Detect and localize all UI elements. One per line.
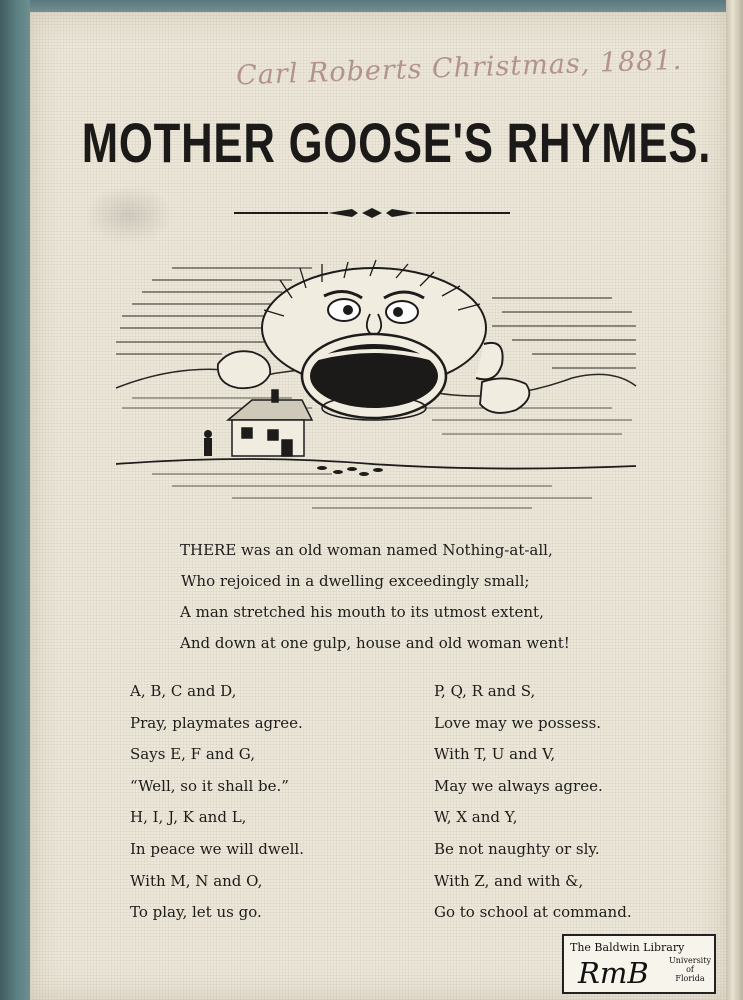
poem-line: And down at one gulp, house and old woman went!	[180, 634, 570, 652]
title-ornament	[232, 205, 512, 221]
rhyme-line: To play, let us go.	[130, 903, 262, 922]
rhyme-line: Love may we possess.	[434, 713, 602, 732]
alphabet-rhyme-right-column	[434, 681, 632, 934]
alphabet-rhyme-left-column	[130, 681, 304, 934]
rhyme-line: Pray, playmates agree.	[130, 713, 303, 732]
poem-line: Who rejoiced in a dwelling exceedingly small;	[181, 572, 530, 590]
pencil-smudge	[84, 185, 174, 245]
rhyme-line: With M, N and O,	[130, 871, 263, 890]
stamp-university-line: of	[686, 965, 694, 974]
rhyme-line: With T, U and V,	[434, 745, 556, 764]
stamp-university	[664, 956, 716, 983]
stamp-monogram: RmB	[578, 956, 649, 990]
poem-line: A man stretched his mouth to its utmost extent,	[180, 603, 544, 621]
rhyme-line: “Well, so it shall be.”	[130, 776, 289, 795]
book-title: MOTHER GOOSE'S RHYMES.	[81, 111, 712, 174]
book-spine	[0, 0, 30, 1000]
rhyme-line: In peace we will dwell.	[130, 839, 304, 858]
handwritten-inscription: Carl Roberts Christmas, 1881.	[235, 44, 683, 92]
rhyme-line: May we always agree.	[434, 776, 603, 795]
rhyme-line: Says E, F and G,	[130, 745, 256, 764]
rhyme-line: W, X and Y,	[434, 808, 518, 827]
stamp-university-line: University	[669, 956, 711, 965]
nothing-at-all-rhyme	[180, 540, 660, 664]
baldwin-library-stamp	[562, 934, 716, 994]
rhyme-line: With Z, and with &,	[434, 871, 584, 890]
rhyme-line: A, B, C and D,	[130, 682, 237, 700]
rhyme-line: Go to school at command.	[434, 903, 632, 922]
stamp-university-line: Florida	[675, 974, 705, 983]
rhyme-line: P, Q, R and S,	[434, 682, 536, 700]
stamp-library-name: The Baldwin Library	[570, 941, 685, 954]
rhyme-line: Be not naughty or sly.	[434, 839, 600, 858]
rhyme-line: H, I, J, K and L,	[130, 808, 247, 827]
giant-swallowing-house-engraving	[112, 258, 642, 514]
page-edge	[726, 0, 743, 1000]
poem-line: THERE was an old woman named Nothing-at-all,	[180, 541, 553, 559]
